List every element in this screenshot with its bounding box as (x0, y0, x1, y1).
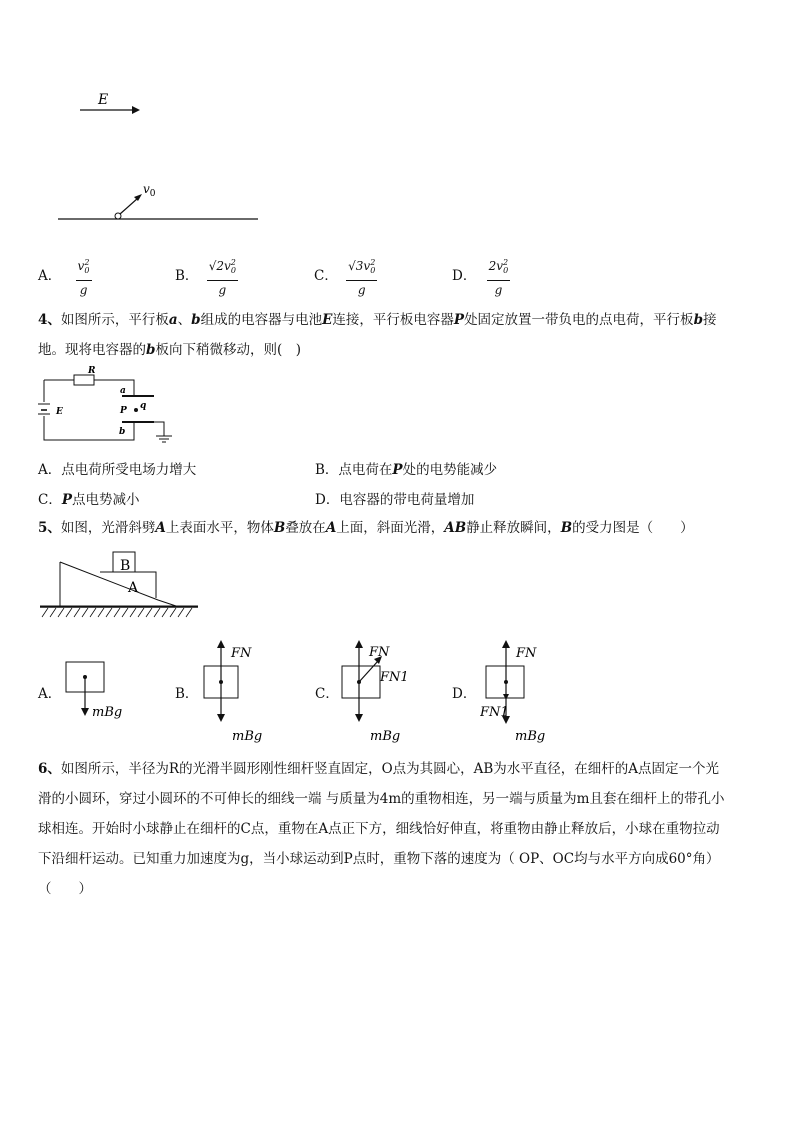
normal-force-1-label: FN1 (480, 705, 509, 720)
wedge-a-label: A (128, 580, 139, 596)
force-diagram-b (200, 636, 290, 746)
fraction: $\frac{v^2_0}{g}$ (76, 254, 92, 299)
force-diagram-a (62, 658, 142, 722)
field-label-E: E (98, 92, 109, 108)
fraction: $\frac{2v^2_0}{g}$ (487, 254, 511, 299)
fraction: $\frac{√2v^2_0}{g}$ (207, 254, 238, 299)
question-5: 5、如图，光滑斜劈A上表面水平，物体B叠放在A上面，斜面光滑，AB静止释放瞬间，B的受力图是（ ） (38, 520, 694, 536)
q3-option-b[interactable]: B． $\frac{√2v^2_0}{g}$ (175, 254, 238, 299)
force-diagram-d (480, 636, 570, 746)
resistor-label: R (88, 366, 96, 376)
normal-force-1-label: FN1 (380, 670, 409, 685)
normal-force-label: FN (231, 646, 252, 661)
q5-option-d[interactable]: D． (452, 686, 477, 702)
weight-label: mBg (515, 729, 546, 744)
q3-option-d[interactable]: D． $\frac{2v^2_0}{g}$ (452, 254, 510, 299)
point-p-label: P (120, 406, 127, 416)
weight-label: mBg (370, 729, 401, 744)
force-diagram-c (338, 636, 438, 746)
charge-q-label: q (140, 401, 147, 411)
plate-b-label: b (119, 427, 126, 437)
question-6-line-5: （ ） (38, 881, 92, 897)
question-6 (38, 754, 760, 904)
block-b-label: B (120, 558, 131, 574)
q3-option-c[interactable]: C． $\frac{√3v^2_0}{g}$ (314, 254, 377, 299)
plate-a-label: a (120, 386, 126, 396)
q5-option-c[interactable]: C． (315, 686, 339, 702)
q3-option-a[interactable]: A． $\frac{v^2_0}{g}$ (38, 254, 92, 299)
question-6-line-1: 6、如图所示，半径为R的光滑半圆形刚性细杆竖直固定，O点为其圆心，AB为水平直径，在细杆的A点固定一个光 (38, 761, 720, 777)
q4-option-c[interactable]: C．P点电势减小 (38, 492, 140, 508)
fraction: $\frac{√3v^2_0}{g}$ (346, 254, 377, 299)
q5-option-b[interactable]: B． (175, 686, 199, 702)
normal-force-label: FN (516, 646, 537, 661)
q5-option-a[interactable]: A． (38, 686, 62, 702)
velocity-label: $v_0$ (143, 182, 156, 199)
weight-label: mBg (232, 729, 263, 744)
question-6-line-4: 下沿细杆运动。已知重力加速度为g，当小球运动到P点时，重物下落的速度为（ OP、OC均与水平方向成60°角） (38, 851, 720, 867)
q4-option-d[interactable]: D．电容器的带电荷量增加 (315, 492, 475, 508)
question-6-line-3: 球相连。开始时小球静止在细杆的C点，重物在A点正下方，细线恰好伸直，将重物由静止释放后，小球在重物拉动 (38, 821, 720, 837)
question-6-line-2: 滑的小圆环，穿过小圆环的不可伸长的细线一端 与质量为4m的重物相连，另一端与质量为m且套在细杆上的带孔小 (38, 791, 725, 807)
normal-force-label: FN (369, 645, 390, 660)
capacitor-circuit-figure (34, 366, 184, 454)
q4-option-a[interactable]: A．点电荷所受电场力增大 (38, 462, 197, 478)
question-4 (38, 305, 760, 365)
question-4-line-2: 地。现将电容器的b板向下稍微移动，则( ) (38, 342, 301, 358)
wedge-figure (38, 548, 200, 620)
weight-label: mBg (92, 705, 123, 720)
q4-option-b[interactable]: B．点电荷在P处的电势能减少 (315, 462, 498, 478)
battery-label: E (56, 407, 63, 417)
electric-field-figure (50, 88, 270, 228)
question-4-line-1: 4、如图所示，平行板a、b组成的电容器与电池E连接，平行板电容器P处固定放置一带负电的点电荷，平行板b接 (38, 312, 717, 328)
